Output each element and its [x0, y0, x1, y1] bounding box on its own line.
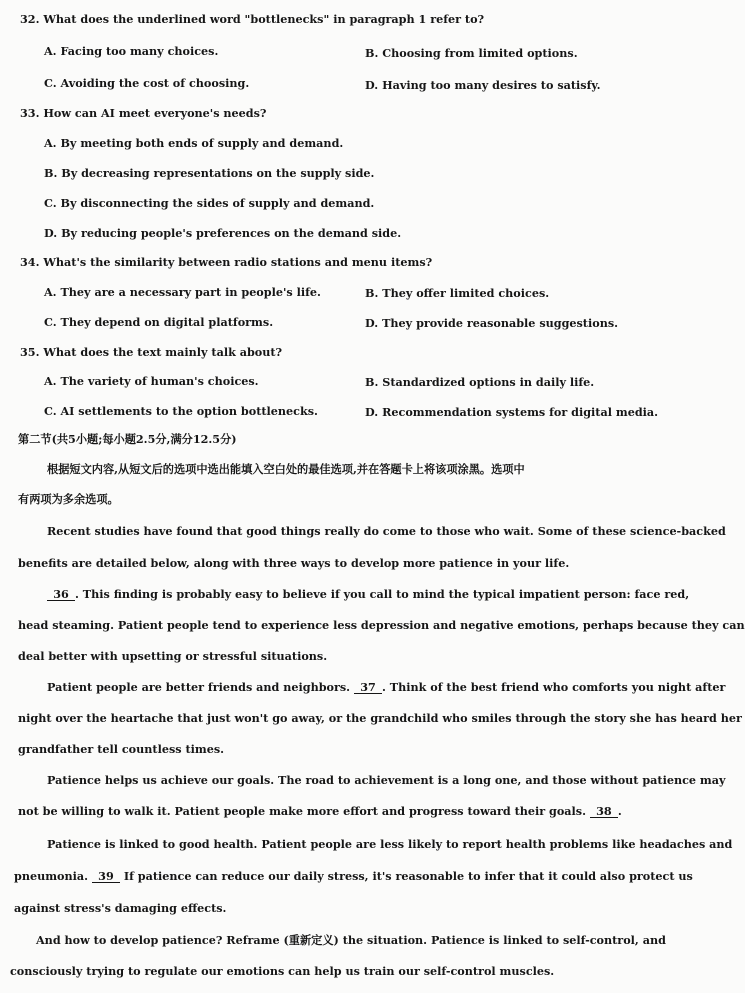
- question-33-option-b: B. By decreasing representations on the supply side.: [44, 166, 375, 180]
- paragraph-3-line-1-after: . Think of the best friend who comforts you night after: [381, 680, 726, 694]
- paragraph-5-line-2-after: If patience can reduce our daily stress, it's reasonable to infer that it could also protect us: [123, 869, 693, 883]
- question-34-option-b: B. They offer limited choices.: [365, 286, 550, 300]
- paragraph-1-line-2: benefits are detailed below, along with three ways to develop more patience in your life.: [18, 556, 570, 570]
- question-33-option-c: C. By disconnecting the sides of supply and demand.: [44, 196, 375, 210]
- section-instruction-line-1: 根据短文内容,从短文后的选项中选出能填入空白处的最佳选项,并在答题卡上将该项涂黑。选项中: [47, 462, 525, 476]
- paragraph-2-line-3: deal better with upsetting or stressful situations.: [18, 649, 328, 663]
- question-32-stem: 32. What does the underlined word "bottlenecks" in paragraph 1 refer to?: [20, 12, 485, 26]
- question-35-stem: 35. What does the text mainly talk about?: [20, 345, 283, 359]
- blank-39: 39: [92, 870, 120, 883]
- paragraph-3-line-2: night over the heartache that just won't go away, or the grandchild who smiles through the story she has heard her: [18, 711, 742, 725]
- blank-37: 37: [354, 681, 382, 694]
- question-33-option-a: A. By meeting both ends of supply and demand.: [44, 136, 344, 150]
- paragraph-6-line-2: consciously trying to regulate our emotions can help us train our self-control muscles.: [10, 964, 555, 978]
- paragraph-4-line-2: [18, 804, 622, 818]
- question-35-option-a: A. The variety of human's choices.: [44, 374, 259, 388]
- question-35-option-b: B. Standardized options in daily life.: [365, 375, 595, 389]
- question-32-option-c: C. Avoiding the cost of choosing.: [44, 76, 250, 90]
- paragraph-2-line-2: head steaming. Patient people tend to experience less depression and negative emotions, perhaps because they can: [18, 618, 745, 632]
- paragraph-4-line-1: Patience helps us achieve our goals. The road to achievement is a long one, and those without patience may: [47, 773, 726, 787]
- question-33-stem: 33. How can AI meet everyone's needs?: [20, 106, 267, 120]
- paragraph-4-line-2-after: .: [617, 804, 622, 818]
- paragraph-3-line-1-before: Patient people are better friends and neighbors.: [47, 680, 351, 694]
- paragraph-2-line-1: [47, 587, 689, 601]
- section-instruction-line-2: 有两项为多余选项。: [18, 492, 119, 506]
- paragraph-5-line-1: Patience is linked to good health. Patient people are less likely to report health problems like headaches and: [47, 837, 733, 851]
- paragraph-4-line-2-before: not be willing to walk it. Patient people make more effort and progress toward their goals.: [18, 804, 587, 818]
- question-32-option-d: D. Having too many desires to satisfy.: [365, 78, 601, 92]
- section-heading: 第二节(共5小题;每小题2.5分,满分12.5分): [18, 432, 237, 446]
- paragraph-1-line-1: Recent studies have found that good things really do come to those who wait. Some of these science-backed: [47, 524, 726, 538]
- question-34-option-c: C. They depend on digital platforms.: [44, 315, 274, 329]
- paragraph-2-line-1-text: . This finding is probably easy to believe if you call to mind the typical impatient person: face red,: [75, 587, 690, 601]
- paragraph-5-line-2: [14, 869, 693, 883]
- question-32-option-b: B. Choosing from limited options.: [365, 46, 578, 60]
- question-32-option-a: A. Facing too many choices.: [44, 44, 219, 58]
- blank-38: 38: [590, 805, 618, 818]
- paragraph-5-line-3: against stress's damaging effects.: [14, 901, 227, 915]
- paragraph-5-line-2-before: pneumonia.: [14, 869, 89, 883]
- question-33-option-d: D. By reducing people's preferences on the demand side.: [44, 226, 402, 240]
- paragraph-3-line-3: grandfather tell countless times.: [18, 742, 225, 756]
- question-34-stem: 34. What's the similarity between radio stations and menu items?: [20, 255, 433, 269]
- question-35-option-d: D. Recommendation systems for digital media.: [365, 405, 659, 419]
- paragraph-3-line-1: [47, 680, 725, 694]
- question-34-option-d: D. They provide reasonable suggestions.: [365, 316, 619, 330]
- question-34-option-a: A. They are a necessary part in people's life.: [44, 285, 321, 299]
- blank-36: 36: [47, 588, 75, 601]
- question-35-option-c: C. AI settlements to the option bottlenecks.: [44, 404, 318, 418]
- paragraph-6-line-1: And how to develop patience? Reframe (重新定义) the situation. Patience is linked to self-control, and: [36, 933, 666, 947]
